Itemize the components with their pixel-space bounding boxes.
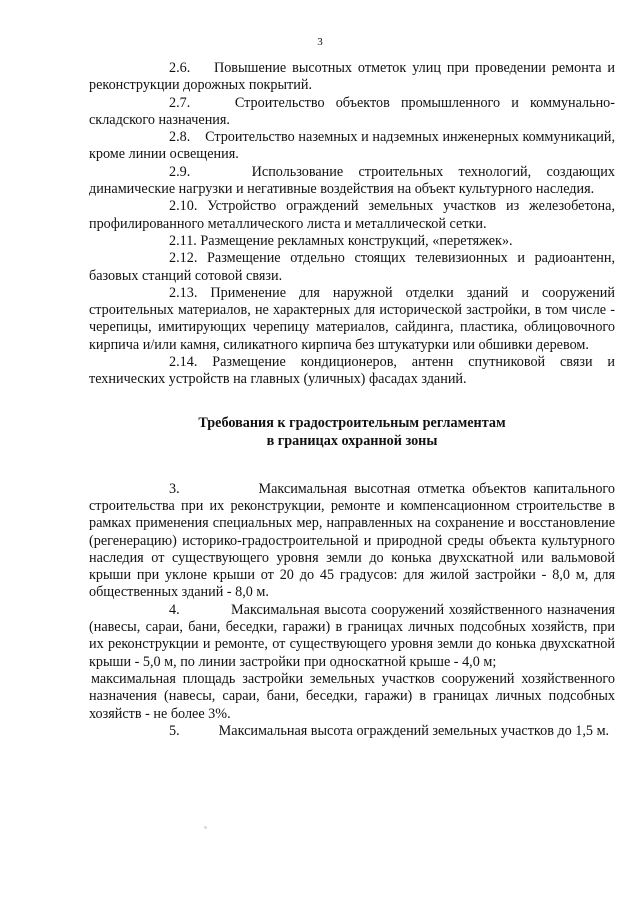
list-item xyxy=(89,602,615,671)
item-number: 2.12. xyxy=(169,250,198,267)
item-number: 2.14. xyxy=(169,354,198,371)
item-number: 2.8. xyxy=(169,129,191,146)
item-number: 2.13. xyxy=(169,284,198,301)
list-item xyxy=(89,285,615,354)
item-text: Размещение кондиционеров, антенн спутниковой связи и технических устройств на главных (уличных) фасадах зданий. xyxy=(89,354,615,388)
item-text: Максимальная высотная отметка объектов капитального строительства при их реконструкции, ремонте и компенсационном строительстве в рамках применения специальных мер, направленных на сохранение и восстановление (регенерацию) историко-градостроительной и природной среды объекта культурного наследия от существующего уровня земли до конька двухскатной или вальмовой крыши при уклоне крыши от 20 до 45 градусов: для жилой застройки - 8,0 м, для общественных зданий - 8,0 м. xyxy=(89,480,615,601)
item-text: Максимальная высота сооружений хозяйственного назначения (навесы, сараи, бани, беседки, гаражи) в границах личных подсобных хозяйств, при их реконструкции и ремонте, от существующего уровня земли до конька двухскатной крыши - 5,0 м, по линии застройки при односкатной крыше - 4,0 м; xyxy=(89,601,615,670)
list-item xyxy=(89,164,615,199)
scan-speck xyxy=(204,826,207,829)
item-text: Использование строительных технологий, создающих динамические нагрузки и негативные воздействия на объект культурного наследия. xyxy=(89,163,615,198)
page-number: 3 xyxy=(317,36,323,48)
list-item xyxy=(89,250,615,285)
item-text: Устройство ограждений земельных участков из железобетона, профилированного металлического листа и металлической сетки. xyxy=(89,198,615,232)
item-number: 4. xyxy=(169,601,180,618)
section-heading xyxy=(89,414,615,450)
item-number: 5. xyxy=(169,722,180,739)
item-number: 2.7. xyxy=(169,94,191,111)
item-number: 2.10. xyxy=(169,198,198,215)
section-heading-line: в границах охранной зоны xyxy=(266,432,438,449)
item-text: максимальная площадь застройки земельных участков сооружений хозяйственного назначения (навесы, сараи, бани, беседки, гаражи) в границах личных подсобных хозяйств - не более 3%. xyxy=(89,670,615,722)
item-text: Размещение отдельно стоящих телевизионных и радиоантенн, базовых станций сотовой связи. xyxy=(89,250,615,284)
item-text: Повышение высотных отметок улиц при проведении ремонта и реконструкции дорожных покрытий. xyxy=(89,60,616,94)
item-text: Максимальная высота ограждений земельных участков до 1,5 м. xyxy=(218,722,610,739)
list-item xyxy=(89,233,615,250)
item-text: Строительство объектов промышленного и коммунально-складского назначения. xyxy=(89,94,616,128)
item-number: 3. xyxy=(169,480,180,497)
item-text: Применение для наружной отделки зданий и сооружений строительных материалов, не характерных для исторической застройки, в том числе - черепицы, имитирующих черепицу материалов, сайдинга, пластика, облицовочного кирпича и/или камня, силикатного кирпича без штукатурки или обшивки деревом. xyxy=(89,284,615,353)
list-item xyxy=(89,60,615,95)
item-number: 2.6. xyxy=(169,60,191,76)
list-item xyxy=(89,129,615,164)
list-item xyxy=(89,95,615,130)
list-item xyxy=(89,481,615,602)
section-heading-line: Требования к градостроительным регламентам xyxy=(198,414,506,431)
list-item xyxy=(89,198,615,233)
list-item xyxy=(89,354,615,389)
item-number: 2.9. xyxy=(169,163,191,180)
item-number: 2.11. xyxy=(169,232,197,249)
item-text: Строительство наземных и надземных инженерных коммуникаций, кроме линии освещения. xyxy=(89,129,615,163)
item-text: Размещение рекламных конструкций, «перетяжек». xyxy=(200,232,513,249)
document-body xyxy=(89,60,615,740)
list-item xyxy=(89,671,615,723)
list-item xyxy=(89,723,615,740)
